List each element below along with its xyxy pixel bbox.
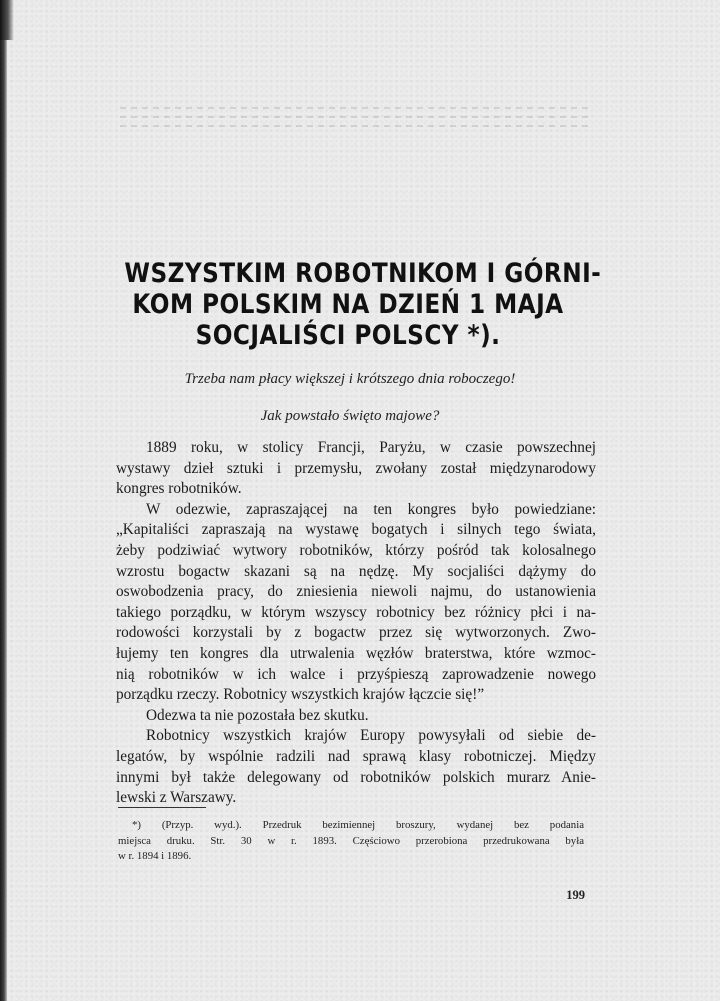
book-spine-corner <box>0 0 14 40</box>
footnote-rule <box>118 807 206 808</box>
body-line: Odezwa ta nie pozostała bez skutku. <box>146 706 369 724</box>
body-line: nią robotników w ich walce i przyśpieszą zaprowadzenie nowego <box>116 665 596 683</box>
book-spine-shadow <box>0 0 7 1001</box>
body-line: takiego porządku, w którym wszyscy robotnicy bez różnicy płci i na- <box>116 603 596 621</box>
page-number: 199 <box>566 888 585 902</box>
body-line: kongres robotników. <box>116 480 242 498</box>
body-line: lewski z Warszawy. <box>116 789 237 807</box>
body-line: wystawy dzieł sztuki i przemysłu, zwołany został międzynarodowy <box>116 459 596 477</box>
body-line: łujemy ten kongres dla utrwalenia węzłów braterstwa, które wzmoc- <box>116 644 596 662</box>
section-heading: Jak powstało święto majowe? <box>260 408 440 424</box>
body-line: innymi był także delegowany od robotników polskich murarz Anie- <box>116 768 596 786</box>
title-line-2: KOM POLSKIM NA DZIEŃ 1 MAJA <box>132 289 564 320</box>
body-line: rodowości korzystali by z bogactw przez się wytworzonych. Zwo- <box>116 624 596 642</box>
page-title <box>124 258 602 351</box>
body-line: W odezwie, zapraszającej na ten kongres było powiedziane: <box>146 500 596 518</box>
footnote-line: miejsca druku. Str. 30 w r. 1893. Częściowo przerobiona przedrukowana była <box>118 834 584 847</box>
body-line: Robotnicy wszystkich krajów Europy powysyłali od siebie de- <box>146 727 596 745</box>
footnote-line: w r. 1894 i 1896. <box>118 850 192 862</box>
show-through-text <box>120 100 590 140</box>
title-line-3: SOCJALIŚCI POLSCY *). <box>195 320 501 351</box>
footnote-line: *) (Przyp. wyd.). Przedruk bezimiennej broszury, wydanej bez podania <box>132 819 584 831</box>
title-line-1: WSZYSTKIM ROBOTNIKOM I GÓRNI- <box>124 258 602 289</box>
footnote <box>118 818 584 865</box>
body-line: 1889 roku, w stolicy Francji, Paryżu, w czasie powszechnej <box>146 439 596 456</box>
motto: Trzeba nam płacy większej i krótszego dnia roboczego! <box>184 371 516 387</box>
body-text <box>116 438 596 809</box>
body-line: „Kapitaliści zapraszają na wystawę bogatych i silnych tego świata, <box>116 521 596 539</box>
body-line: wzrostu bogactw skazani są na nędzę. My socjaliści dążymy do <box>116 562 596 580</box>
body-line: legatów, by wspólnie radzili nad sprawą klasy robotniczej. Między <box>116 747 596 765</box>
body-line: żeby podziwiać wytwory robotników, którzy pośród tak kolosalnego <box>116 541 596 559</box>
body-line: oswobodzenia pracy, do zniesienia niewoli najmu, do ustanowienia <box>116 583 596 601</box>
body-line: porządku rzeczy. Robotnicy wszystkich krajów łączcie się!” <box>116 686 485 704</box>
